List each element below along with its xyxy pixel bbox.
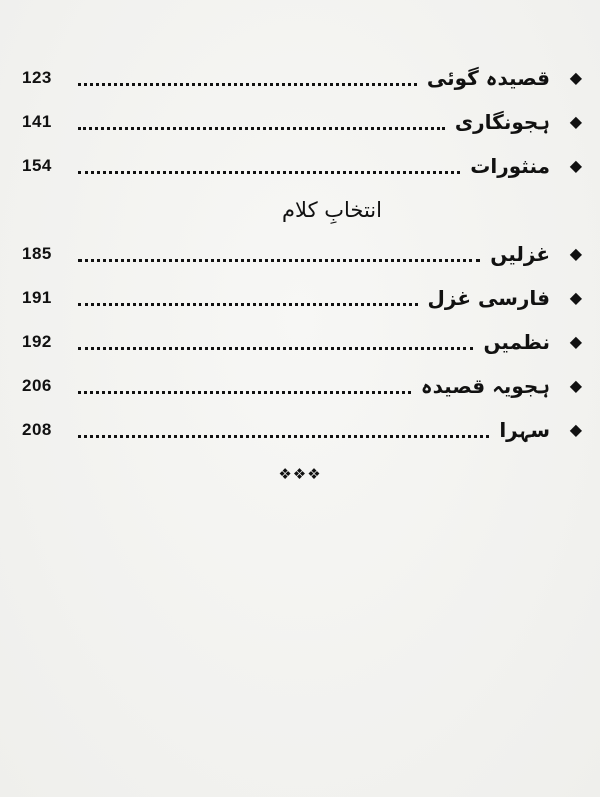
- page-number: 185: [22, 244, 52, 263]
- dot-leader: [78, 77, 417, 86]
- toc-entry: [22, 232, 582, 276]
- dot-leader: [78, 429, 489, 438]
- toc-entry: [22, 144, 582, 188]
- page-number: 141: [22, 112, 52, 131]
- toc-entry: [22, 408, 582, 452]
- toc-entry: [22, 100, 582, 144]
- page-number: 208: [22, 420, 52, 439]
- dot-leader: [78, 297, 418, 306]
- table-of-contents: [22, 56, 582, 452]
- diamond-bullet-icon: ◆: [569, 376, 582, 395]
- diamond-bullet-icon: ◆: [569, 420, 582, 439]
- section-heading: انتخابِ کلام: [282, 198, 382, 222]
- toc-entry: [22, 56, 582, 100]
- diamond-bullet-icon: ◆: [569, 156, 582, 175]
- toc-entry: [22, 364, 582, 408]
- dot-leader: [78, 341, 473, 350]
- dot-leader: [78, 253, 480, 262]
- page-number: 191: [22, 288, 52, 307]
- diamond-bullet-icon: ◆: [569, 288, 582, 307]
- dot-leader: [78, 165, 460, 174]
- diamond-bullet-icon: ◆: [569, 332, 582, 351]
- page-number: 154: [22, 156, 52, 175]
- entry-title: فارسی غزل: [427, 286, 550, 310]
- page-number: 206: [22, 376, 52, 395]
- dot-leader: [78, 385, 411, 394]
- entry-title: قصیدہ گوئی: [426, 66, 550, 90]
- entry-title: ہجونگاری: [454, 110, 550, 134]
- entry-title: منثورات: [470, 154, 550, 178]
- entry-title: غزلیں: [490, 242, 550, 266]
- entry-title: ہجویہ قصیدہ: [420, 374, 550, 398]
- page-number: 192: [22, 332, 52, 351]
- toc-entry: [22, 276, 582, 320]
- diamond-bullet-icon: ◆: [569, 244, 582, 263]
- toc-entry: [22, 320, 582, 364]
- entry-title: نظمیں: [483, 330, 550, 354]
- dot-leader: [78, 121, 445, 130]
- diamond-bullet-icon: ◆: [569, 112, 582, 131]
- entry-title: سہرا: [499, 418, 550, 442]
- diamond-bullet-icon: ◆: [569, 68, 582, 87]
- end-ornament-icon: ❖❖❖: [278, 465, 322, 483]
- page-number: 123: [22, 68, 52, 87]
